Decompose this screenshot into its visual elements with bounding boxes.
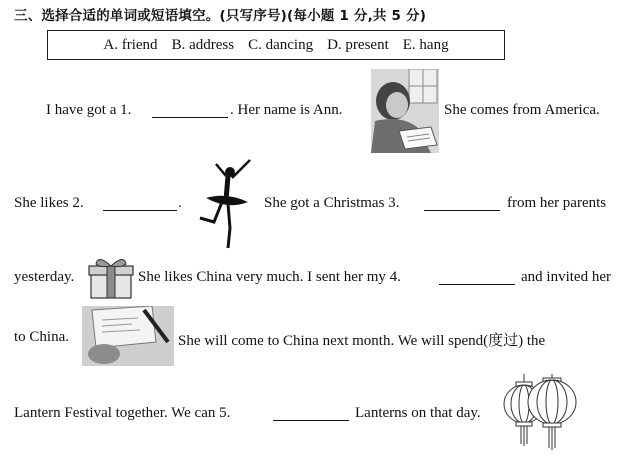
line1-text-b: . Her name is Ann. bbox=[230, 102, 343, 118]
option-d: D. present bbox=[327, 36, 389, 53]
line3-text-a: yesterday. bbox=[14, 269, 75, 285]
ballet-dancer-picture bbox=[192, 158, 258, 250]
options-box bbox=[47, 30, 505, 60]
blank-5[interactable] bbox=[273, 406, 349, 421]
blank-1[interactable] bbox=[152, 103, 228, 118]
line1-text-a: I have got a 1. bbox=[46, 102, 132, 118]
gift-box-picture bbox=[88, 254, 134, 300]
line2-text-a: She likes 2. bbox=[14, 195, 84, 211]
line1-text-c: She comes from America. bbox=[444, 102, 600, 118]
option-e: E. hang bbox=[402, 36, 449, 53]
girl-writing-picture bbox=[371, 69, 439, 153]
line5-text-a: Lantern Festival together. We can 5. bbox=[14, 405, 231, 421]
blank-3[interactable] bbox=[424, 196, 500, 211]
line4-text-b: She will come to China next month. We will spend(度过) the bbox=[178, 333, 546, 349]
line3-text-c: and invited her bbox=[521, 269, 611, 285]
blank-4[interactable] bbox=[439, 270, 515, 285]
line2-text-d: from her parents bbox=[507, 195, 607, 211]
line5-text-b: Lanterns on that day. bbox=[355, 405, 481, 421]
line2-text-c: She got a Christmas 3. bbox=[264, 195, 400, 211]
chinese-lanterns-picture bbox=[500, 374, 580, 452]
option-c: C. dancing bbox=[248, 36, 314, 53]
option-b: B. address bbox=[171, 36, 235, 53]
option-a: A. friend bbox=[103, 36, 158, 53]
line3-text-b: She likes China very much. I sent her my 4. bbox=[138, 269, 401, 285]
blank-2[interactable] bbox=[103, 196, 177, 211]
line2-text-b: . bbox=[178, 195, 182, 211]
letter-envelope-picture bbox=[82, 306, 174, 366]
line4-text-a: to China. bbox=[14, 329, 69, 345]
question-title: 三、选择合适的单词或短语填空。(只写序号)(每小题 1 分,共 5 分) bbox=[14, 8, 427, 24]
